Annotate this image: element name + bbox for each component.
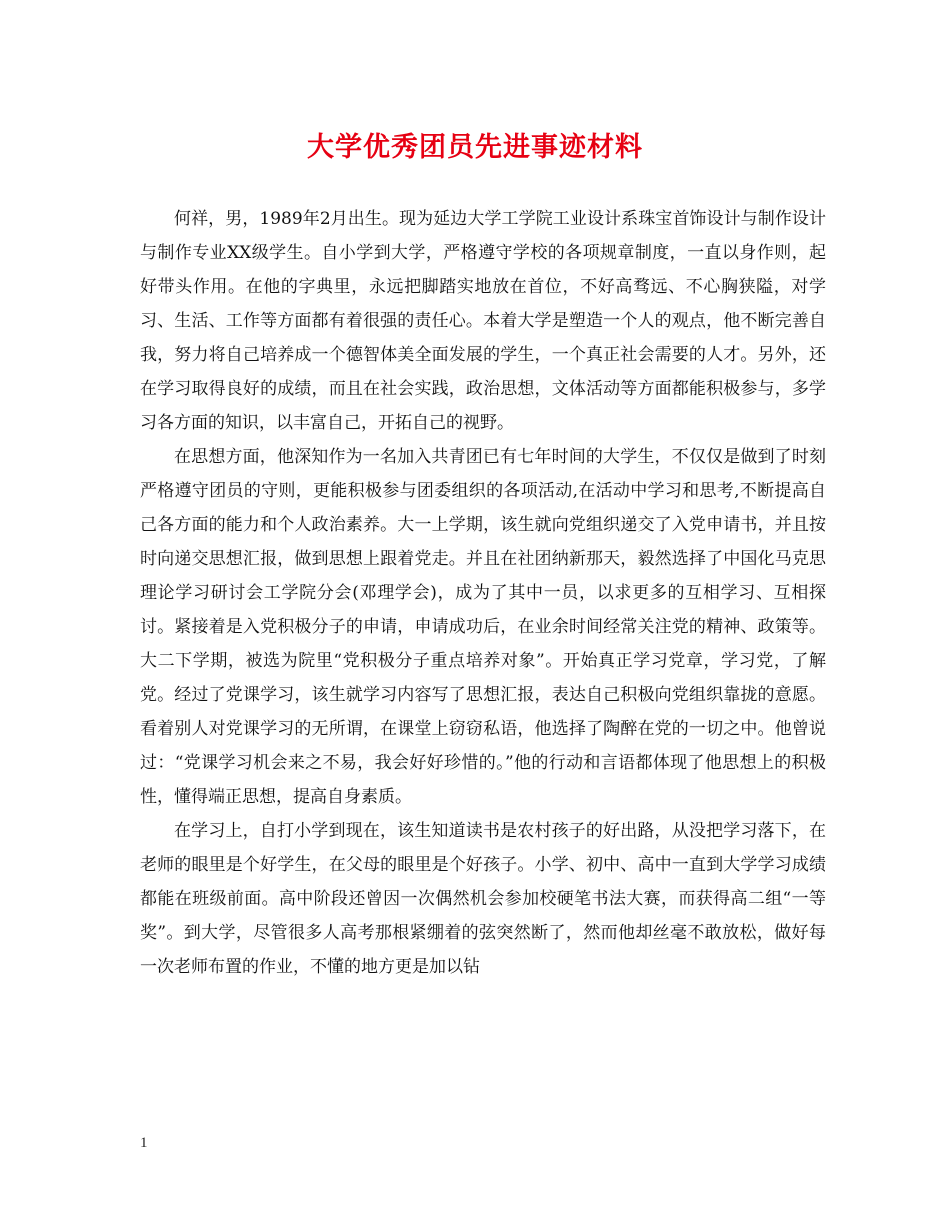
document-title: 大学优秀团员先进事迹材料	[307, 132, 643, 163]
paragraph-intro: 何祥，男，1989年2月出生。现为延边大学工学院工业设计系珠宝首饰设计与制作设计与制作专业XX级学生。自小学到大学，严格遵守学校的各项规章制度，一直以身作则，起好带头作用。在他的字典里，永远把脚踏实地放在首位，不好高骛远、不心胸狭隘，对学习、生活、工作等方面都有着很强的责任心。本着大学是塑造一个人的观点，他不断完善自我，努力将自己培养成一个德智体美全面发展的学生，一个真正社会需要的人才。另外，还在学习取得良好的成绩，而且在社会实践，政治思想，文体活动等方面都能积极参与，多学习各方面的知识，以丰富自己，开拓自己的视野。	[140, 209, 826, 433]
document-body	[140, 202, 826, 984]
page-number: 1	[140, 1135, 148, 1151]
paragraph-study: 在学习上，自打小学到现在，该生知道读书是农村孩子的好出路，从没把学习落下，在老师的眼里是个好学生，在父母的眼里是个好孩子。小学、初中、高中一直到大学学习成绩都能在班级前面。高中阶段还曾因一次偶然机会参加校硬笔书法大赛，而获得高二组“一等奖”。到大学，尽管很多人高考那根紧绷着的弦突然断了，然而他却丝毫不敢放松，做好每一次老师布置的作业，不懂的地方更是加以钻	[140, 821, 826, 977]
paragraph-ideology: 在思想方面，他深知作为一名加入共青团已有七年时间的大学生，不仅仅是做到了时刻严格遵守团员的守则，更能积极参与团委组织的各项活动,在活动中学习和思考,不断提高自己各方面的能力和个人政治素养。大一上学期，该生就向党组织递交了入党申请书，并且按时向递交思想汇报，做到思想上跟着党走。并且在社团纳新那天，毅然选择了中国化马克思理论学习研讨会工学院分会(邓理学会)，成为了其中一员，以求更多的互相学习、互相探讨。紧接着是入党积极分子的申请，申请成功后，在业余时间经常关注党的精神、政策等。大二下学期，被选为院里“党积极分子重点培养对象”。开始真正学习党章，学习党，了解党。经过了党课学习，该生就学习内容写了思想汇报，表达自己积极向党组织靠拢的意愿。看着别人对党课学习的无所谓，在课堂上窃窃私语，他选择了陶醉在党的一切之中。他曾说过：“党课学习机会来之不易，我会好好珍惜的。”他的行动和言语都体现了他思想上的积极性，懂得端正思想，提高自身素质。	[140, 447, 826, 807]
